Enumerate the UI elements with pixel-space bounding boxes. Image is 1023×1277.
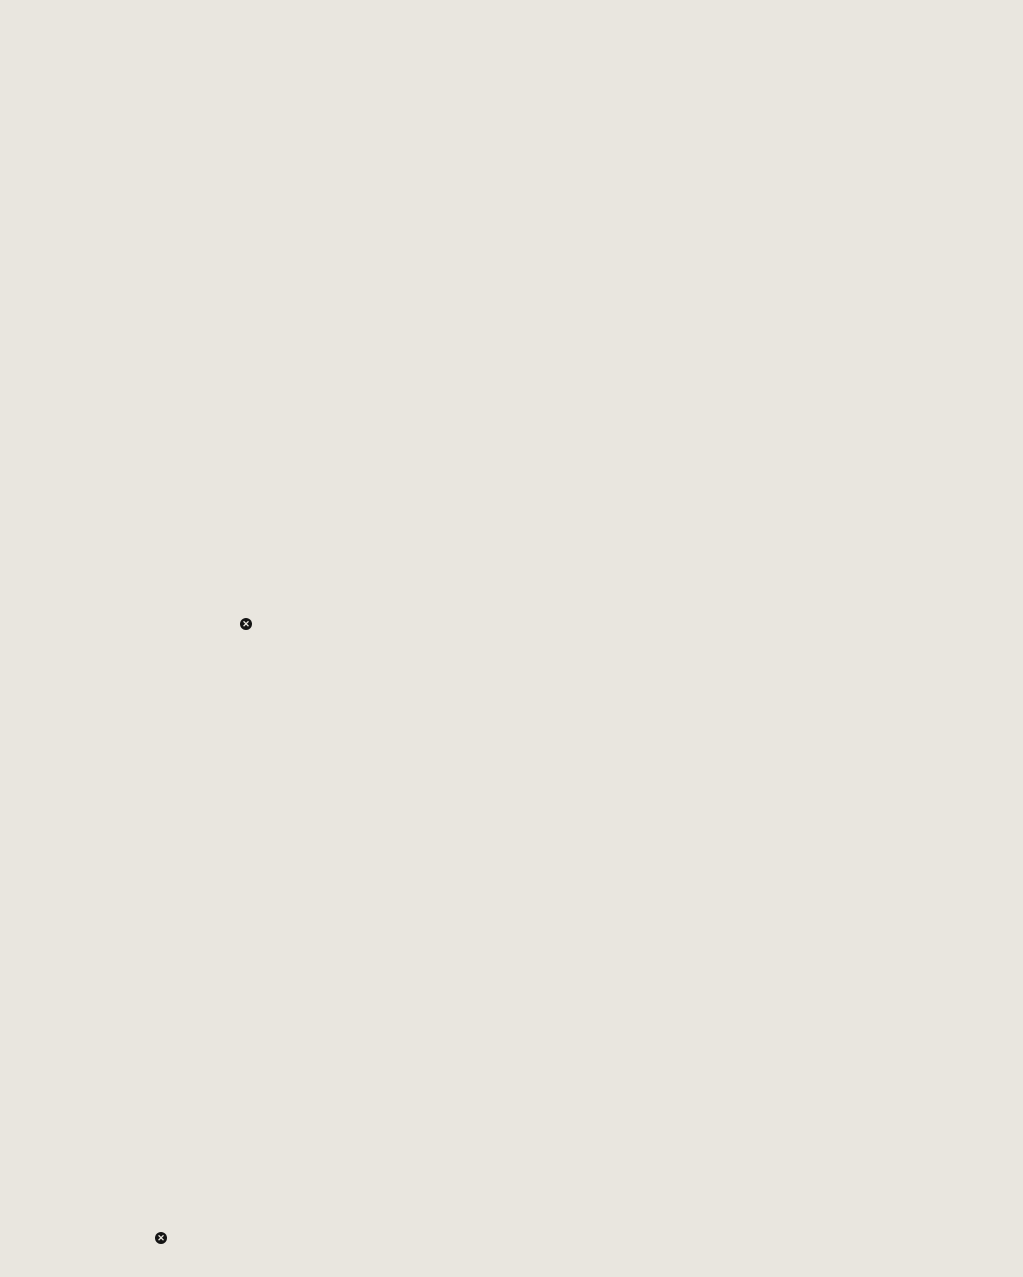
x-circle-icon: ✕: [240, 618, 252, 630]
x-circle-icon: ✕: [155, 1232, 167, 1244]
top-note-2: [240, 618, 252, 630]
bottom-note-1: [155, 1232, 167, 1244]
